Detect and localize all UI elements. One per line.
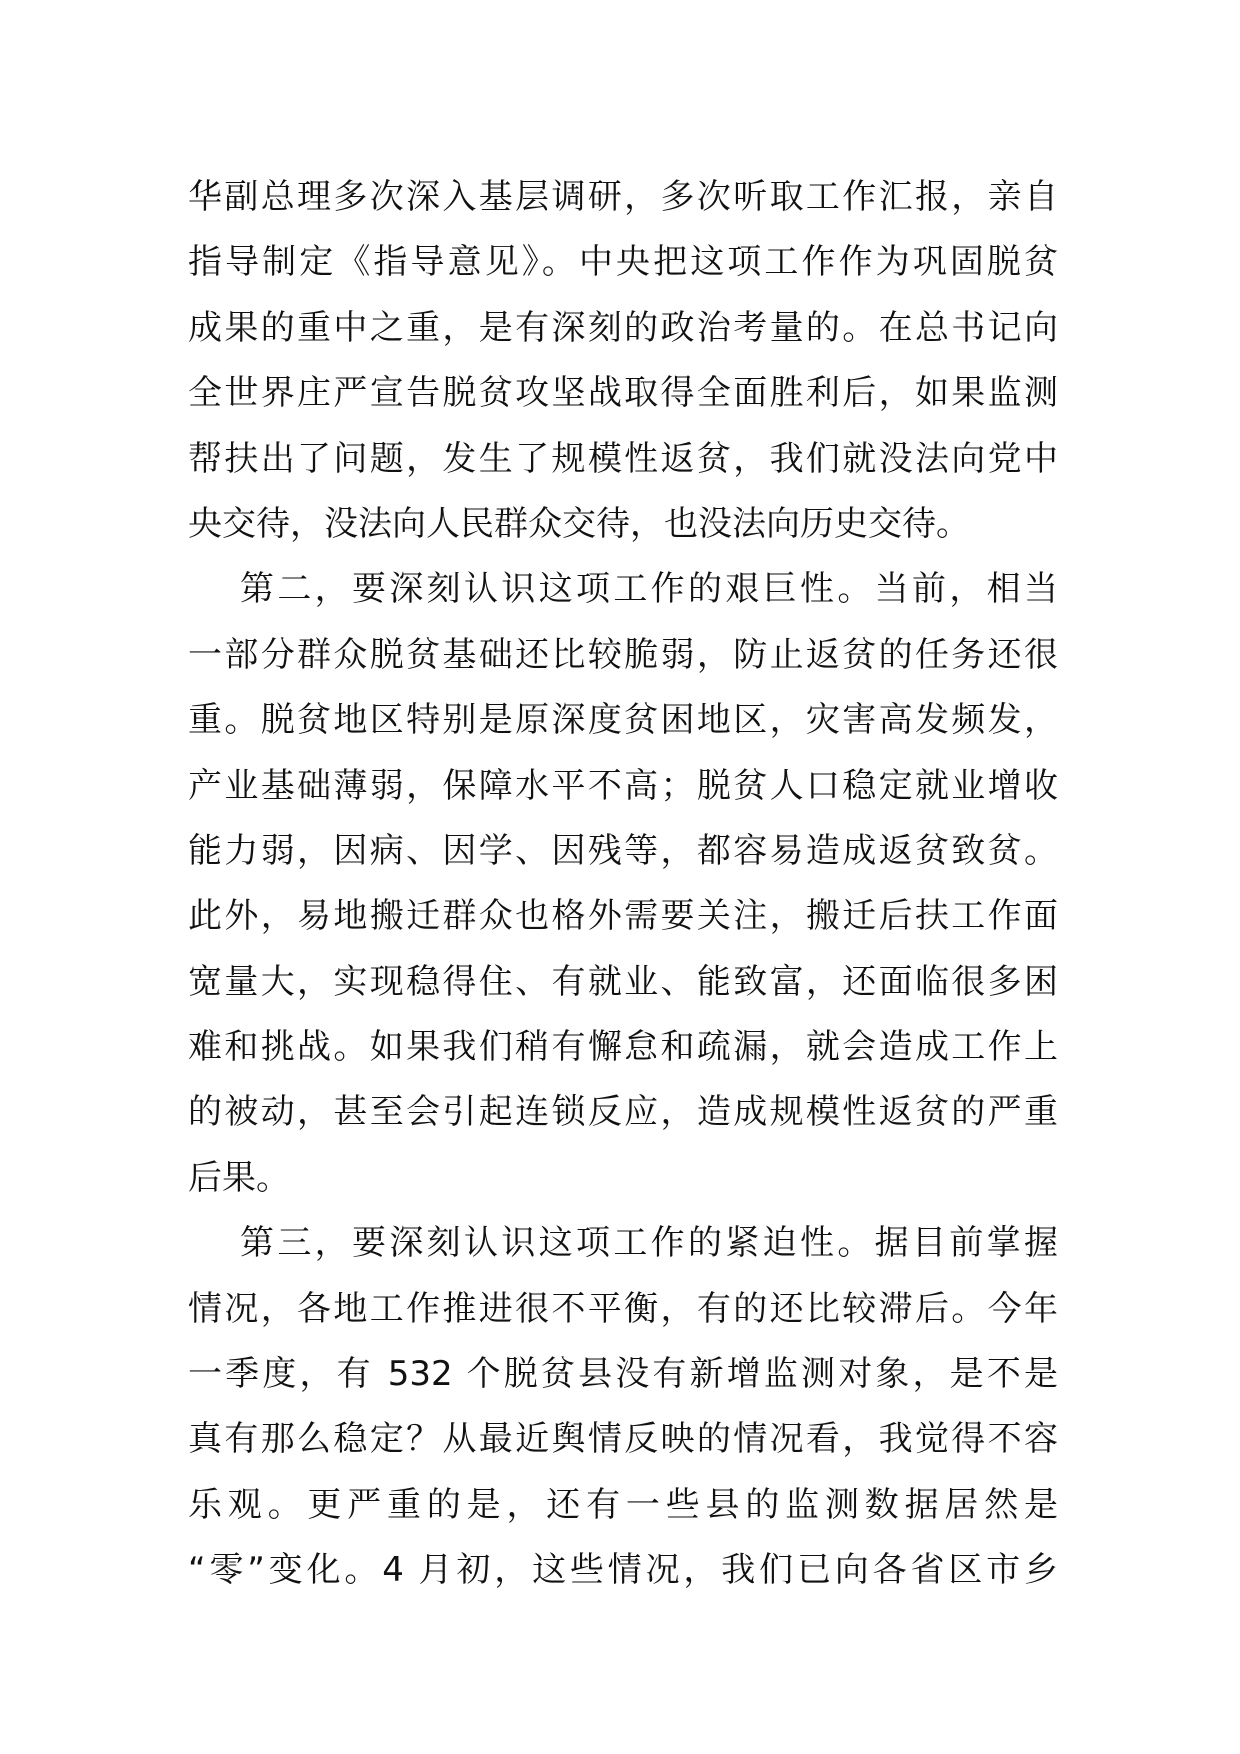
text-line: 情况，各地工作推进很不平衡，有的还比较滞后。今年 [188, 1288, 1058, 1329]
text-line: 后果。 [188, 1157, 290, 1198]
text-line: 指导制定《指导意见》。中央把这项工作作为巩固脱贫 [188, 242, 1058, 283]
paragraph-start-line: 第二，要深刻认识这项工作的艰巨性。当前，相当 [240, 569, 1058, 610]
text-line: 产业基础薄弱，保障水平不高；脱贫人口稳定就业增收 [188, 765, 1058, 806]
text-line: 真有那么稳定？从最近舆情反映的情况看，我觉得不容 [188, 1419, 1058, 1460]
text-line: 一季度，有 532 个脱贫县没有新增监测对象，是不是 [188, 1354, 1058, 1395]
text-line: 全世界庄严宣告脱贫攻坚战取得全面胜利后，如果监测 [188, 373, 1058, 414]
paragraph-start-line: 第三，要深刻认识这项工作的紧迫性。据目前掌握 [240, 1223, 1058, 1264]
body-text [188, 165, 1058, 1604]
text-line: 的被动，甚至会引起连锁反应，造成规模性返贫的严重 [188, 1092, 1058, 1133]
text-line: 乐观。更严重的是，还有一些县的监测数据居然是 [188, 1484, 1058, 1525]
text-line: “零”变化。4 月初，这些情况，我们已向各省区市乡 [188, 1550, 1058, 1591]
text-line: 能力弱，因病、因学、因残等，都容易造成返贫致贫。 [188, 830, 1058, 871]
text-line: 华副总理多次深入基层调研，多次听取工作汇报，亲自 [188, 177, 1058, 217]
text-line: 一部分群众脱贫基础还比较脆弱，防止返贫的任务还很 [188, 634, 1058, 675]
text-line: 成果的重中之重，是有深刻的政治考量的。在总书记向 [188, 307, 1058, 348]
text-line: 帮扶出了问题，发生了规模性返贫，我们就没法向党中 [188, 438, 1058, 479]
text-line: 重。脱贫地区特别是原深度贫困地区，灾害高发频发， [188, 700, 1058, 741]
text-line: 此外，易地搬迁群众也格外需要关注，搬迁后扶工作面 [188, 896, 1058, 937]
text-line: 央交待，没法向人民群众交待，也没法向历史交待。 [188, 503, 970, 544]
text-line: 宽量大，实现稳得住、有就业、能致富，还面临很多困 [188, 961, 1058, 1002]
text-line: 难和挑战。如果我们稍有懈怠和疏漏，就会造成工作上 [188, 1027, 1058, 1068]
